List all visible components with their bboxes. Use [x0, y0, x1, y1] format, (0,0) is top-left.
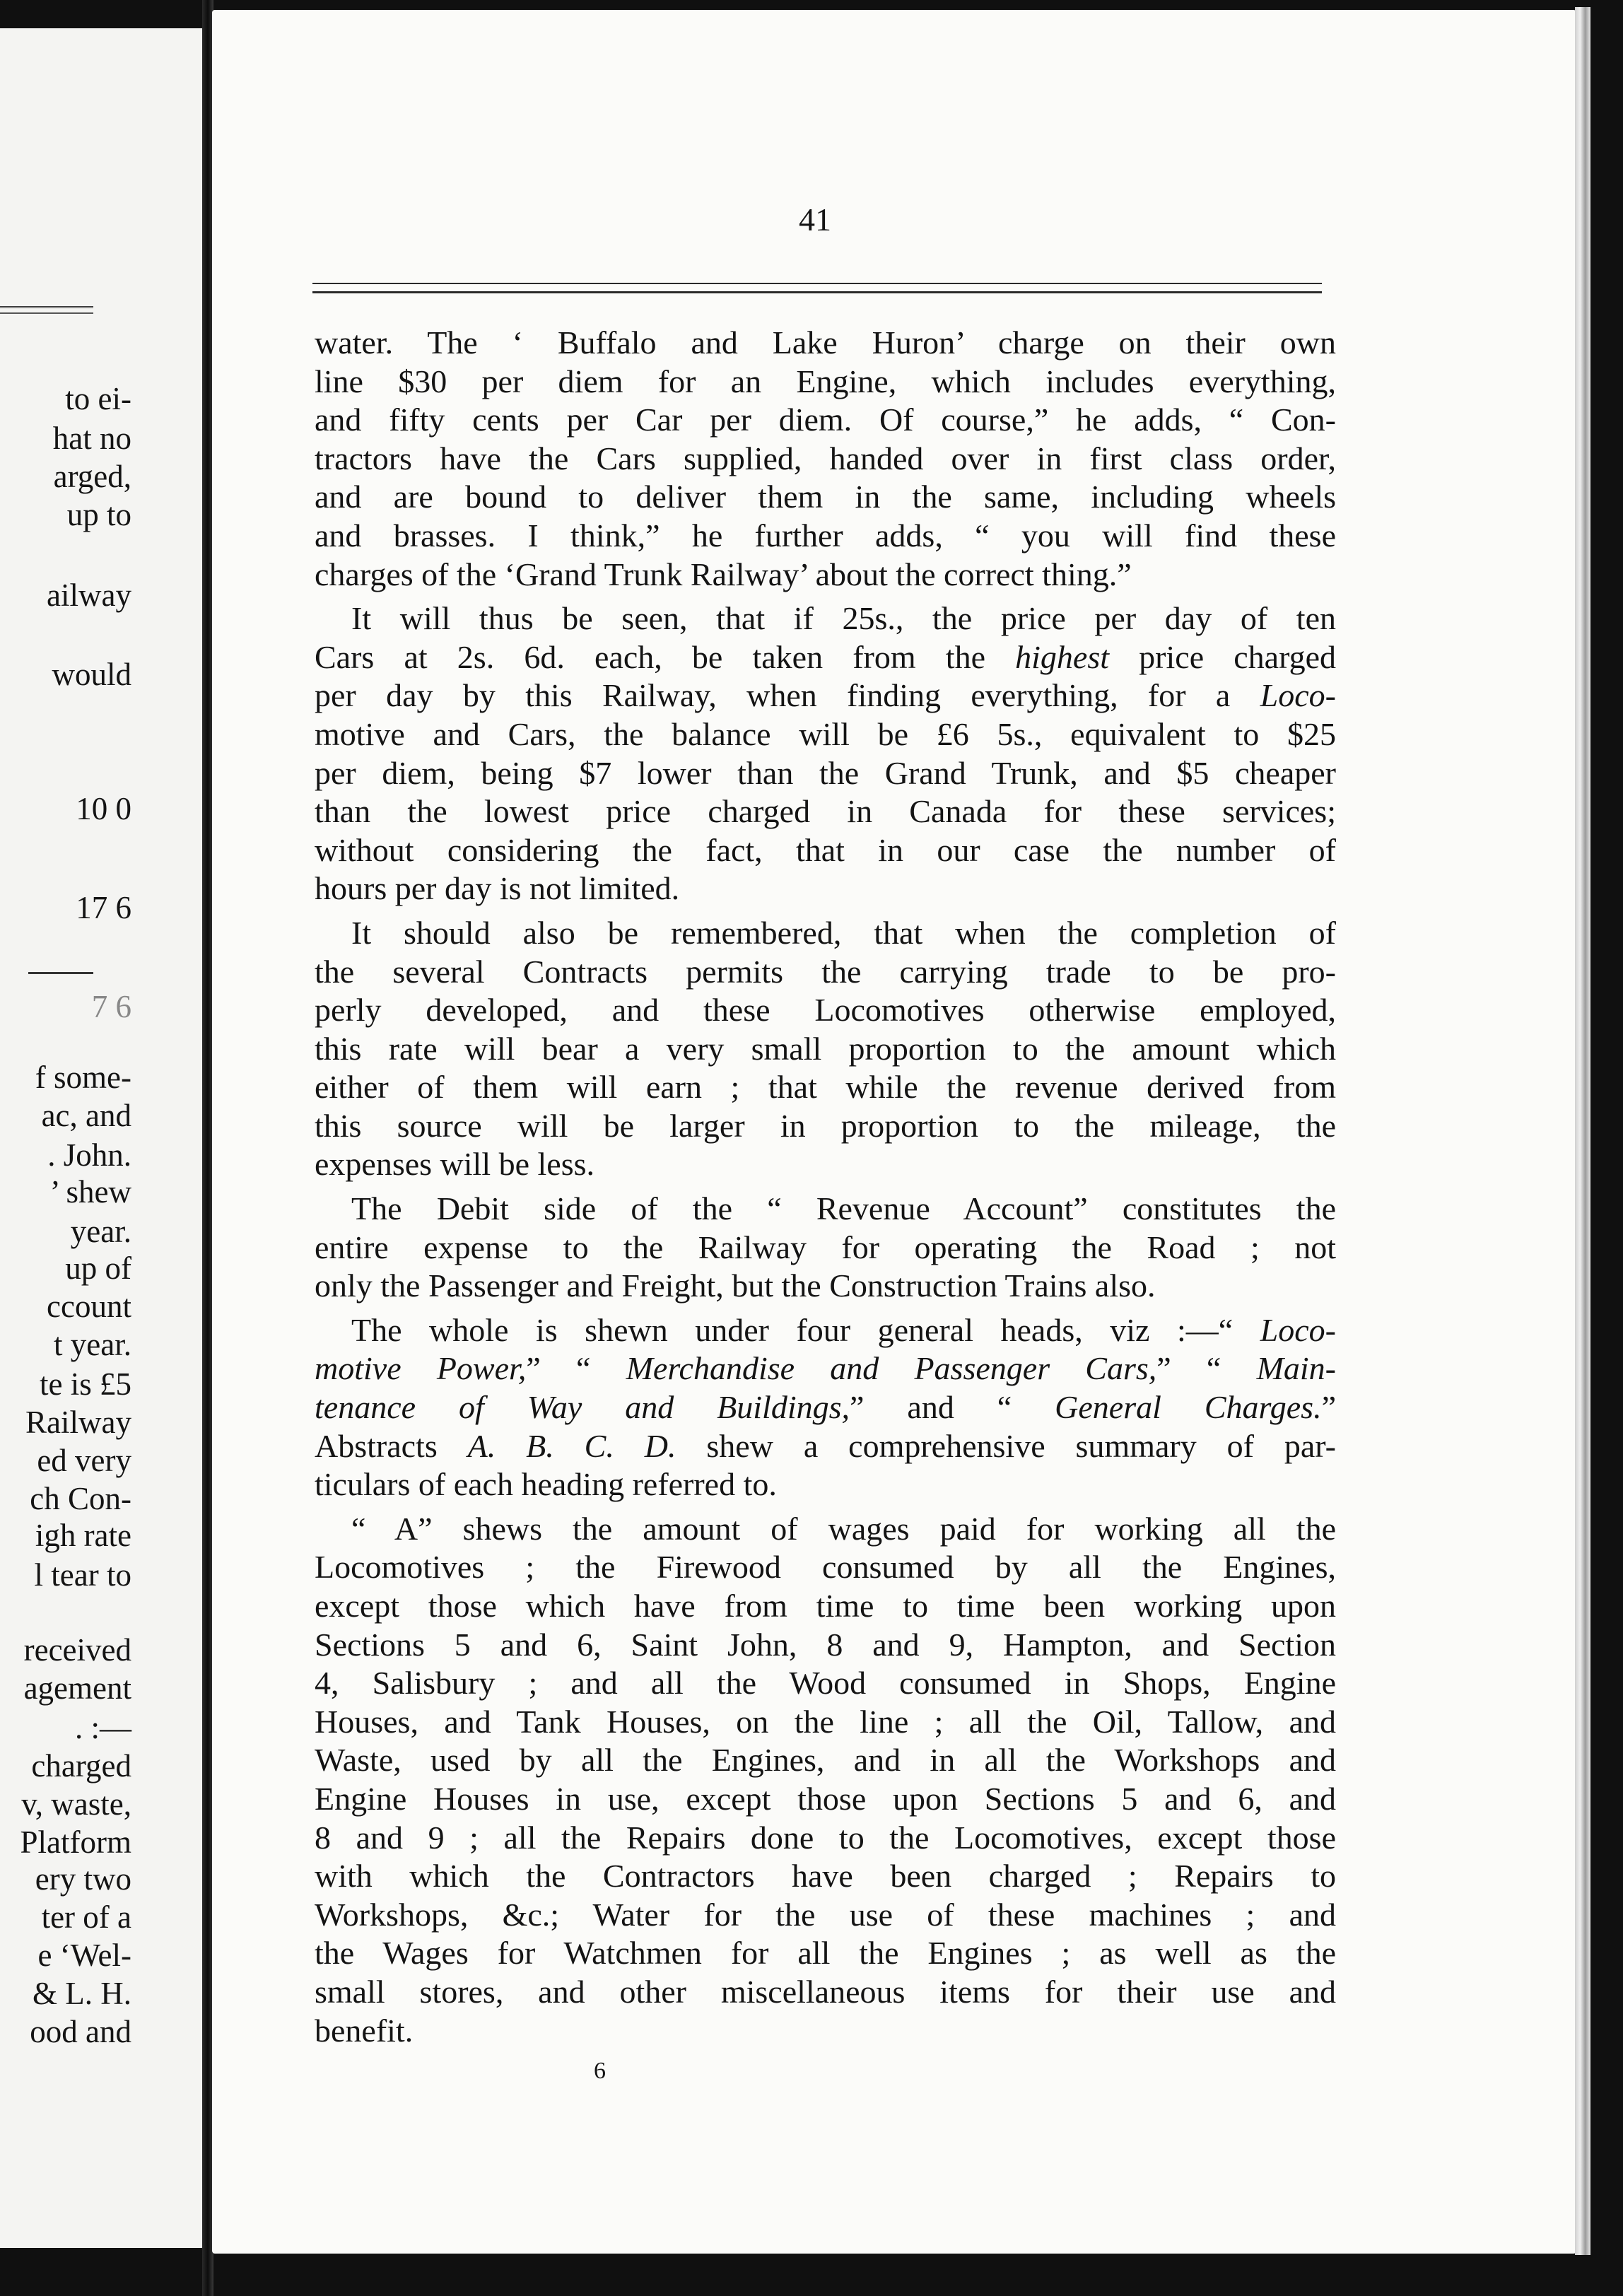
- paragraph: [315, 1190, 1336, 1306]
- text-line: only the Passenger and Freight, but the Construction Trains also.: [315, 1267, 1156, 1304]
- text-line: Houses, and Tank Houses, on the line ; all the Oil, Tallow, and: [315, 1703, 1336, 1740]
- page-edge: [1575, 7, 1590, 2255]
- left-fragment-line: 7 6: [91, 989, 131, 1024]
- text-line: and are bound to deliver them in the same, including wheels: [315, 479, 1336, 515]
- text-line: tenance of Way and Buildings,” and “ General Charges.”: [315, 1389, 1336, 1426]
- left-fragment-line: l tear to: [34, 1557, 131, 1593]
- text-line: per diem, being $7 lower than the Grand Trunk, and $5 cheaper: [315, 754, 1336, 791]
- text-line: small stores, and other miscellaneous items for their use and: [315, 1973, 1336, 2010]
- text-line: motive Power,” “ Merchandise and Passenger Cars,” “ Main-: [315, 1350, 1336, 1387]
- text-line: tractors have the Cars supplied, handed over in first class order,: [315, 440, 1336, 476]
- left-fragment-line: ccount: [47, 1289, 131, 1324]
- paragraph: [315, 914, 1336, 1184]
- left-fragment-line: ailway: [47, 578, 131, 613]
- page-number: 41: [799, 201, 831, 238]
- text-line: Abstracts A. B. C. D. shew a comprehensive summary of par-: [315, 1427, 1336, 1464]
- text-line: the several Contracts permits the carrying trade to be pro-: [315, 953, 1336, 990]
- text-line: per day by this Railway, when finding everything, for a Loco-: [315, 677, 1336, 714]
- text-line: ticulars of each heading referred to.: [315, 1466, 777, 1503]
- left-fragment-line: 10 0: [76, 791, 131, 826]
- text-line: this source will be larger in proportion to the mileage, the: [315, 1107, 1336, 1144]
- text-line: the Wages for Watchmen for all the Engines ; as well as the: [315, 1935, 1336, 1972]
- left-header-rule: [0, 306, 93, 314]
- left-fragment-line: igh rate: [35, 1518, 131, 1553]
- text-line: except those which have from time to time been working upon: [315, 1588, 1336, 1624]
- signature-mark: 6: [594, 2058, 606, 2084]
- left-fragment-line: ery two: [35, 1861, 131, 1897]
- text-line: Workshops, &c.; Water for the use of these machines ; and: [315, 1896, 1336, 1933]
- text-line: It should also be remembered, that when the completion of: [351, 914, 1336, 951]
- text-line: line $30 per diem for an Engine, which includes everything,: [315, 363, 1336, 399]
- left-fragment-line: ac, and: [41, 1098, 131, 1133]
- paragraph: [315, 1311, 1336, 1504]
- text-line: It will thus be seen, that if 25s., the price per day of ten: [351, 600, 1336, 637]
- body-text: [315, 324, 1336, 2050]
- text-line: 8 and 9 ; all the Repairs done to the Locomotives, except those: [315, 1819, 1336, 1856]
- text-line: Locomotives ; the Firewood consumed by all the Engines,: [315, 1549, 1336, 1586]
- left-fragment-line: t year.: [54, 1327, 131, 1362]
- text-line: than the lowest price charged in Canada for these services;: [315, 793, 1336, 830]
- left-fragment-line: year.: [70, 1214, 131, 1249]
- text-line: The whole is shewn under four general heads, viz :—“ Loco-: [351, 1311, 1336, 1348]
- text-line: perly developed, and these Locomotives otherwise employed,: [315, 992, 1336, 1029]
- left-fragment-line: ter of a: [41, 1899, 131, 1935]
- left-fragment-line: ed very: [37, 1443, 131, 1478]
- left-fragment-line: . :—: [74, 1710, 131, 1745]
- header-rule: [312, 283, 1322, 293]
- text-line: motive and Cars, the balance will be £6 5s., equivalent to $25: [315, 715, 1336, 752]
- text-line: entire expense to the Railway for operating the Road ; not: [315, 1229, 1336, 1265]
- left-fragment-line: . John.: [47, 1137, 131, 1173]
- text-line: hours per day is not limited.: [315, 870, 680, 907]
- text-line: expenses will be less.: [315, 1146, 595, 1183]
- text-line: without considering the fact, that in our case the number of: [315, 831, 1336, 868]
- left-fragment-line: ood and: [30, 2014, 131, 2049]
- text-line: charges of the ‘Grand Trunk Railway’ about the correct thing.”: [315, 556, 1132, 592]
- left-fragment-line: f some-: [35, 1060, 131, 1095]
- text-line: “ A” shews the amount of wages paid for working all the: [351, 1510, 1336, 1547]
- paragraph: [315, 324, 1336, 594]
- text-line: this rate will bear a very small proportion to the amount which: [315, 1030, 1336, 1067]
- paragraph: [315, 1510, 1336, 2050]
- left-fragment-line: arged,: [53, 459, 131, 494]
- text-line: with which the Contractors have been charged ; Repairs to: [315, 1858, 1336, 1894]
- left-fragment-line: 17 6: [76, 890, 131, 925]
- text-line: and brasses. I think,” he further adds, “ you will find these: [315, 517, 1336, 554]
- left-fragment-line: ’ shew: [49, 1174, 131, 1210]
- left-fragment-line: charged: [31, 1748, 131, 1784]
- left-fragment-line: e ‘Wel-: [37, 1938, 131, 1973]
- text-line: and fifty cents per Car per diem. Of course,” he adds, “ Con-: [315, 402, 1336, 438]
- text-line: Sections 5 and 6, Saint John, 8 and 9, Hampton, and Section: [315, 1626, 1336, 1663]
- left-fragment-line: would: [52, 657, 131, 692]
- text-line: The Debit side of the “ Revenue Account” constitutes the: [351, 1190, 1336, 1227]
- text-line: Waste, used by all the Engines, and in all the Workshops and: [315, 1742, 1336, 1779]
- left-fragment-line: to ei-: [65, 381, 131, 416]
- left-sum-rule: [28, 972, 93, 974]
- left-fragment-line: Platform: [20, 1824, 131, 1860]
- paragraph: [315, 599, 1336, 908]
- left-fragment-line: received: [23, 1632, 131, 1668]
- text-line: 4, Salisbury ; and all the Wood consumed in Shops, Engine: [315, 1665, 1336, 1702]
- left-page-fragment: [0, 28, 202, 2248]
- text-line: Engine Houses in use, except those upon Sections 5 and 6, and: [315, 1780, 1336, 1817]
- left-fragment-line: te is £5: [40, 1366, 131, 1402]
- left-fragment-line: Railway: [25, 1405, 131, 1440]
- left-fragment-line: v, waste,: [21, 1786, 131, 1822]
- left-fragment-line: up of: [65, 1250, 131, 1286]
- left-fragment-line: ch Con-: [30, 1481, 131, 1516]
- left-fragment-line: & L. H.: [33, 1976, 131, 2011]
- text-line: water. The ‘ Buffalo and Lake Huron’ charge on their own: [315, 324, 1336, 361]
- text-line: Cars at 2s. 6d. each, be taken from the highest price charged: [315, 638, 1336, 675]
- left-fragment-line: hat no: [52, 421, 131, 456]
- text-line: benefit.: [315, 2012, 414, 2049]
- left-fragment-line: up to: [66, 497, 131, 532]
- text-line: either of them will earn ; that while the revenue derived from: [315, 1069, 1336, 1106]
- left-fragment-line: agement: [23, 1670, 131, 1706]
